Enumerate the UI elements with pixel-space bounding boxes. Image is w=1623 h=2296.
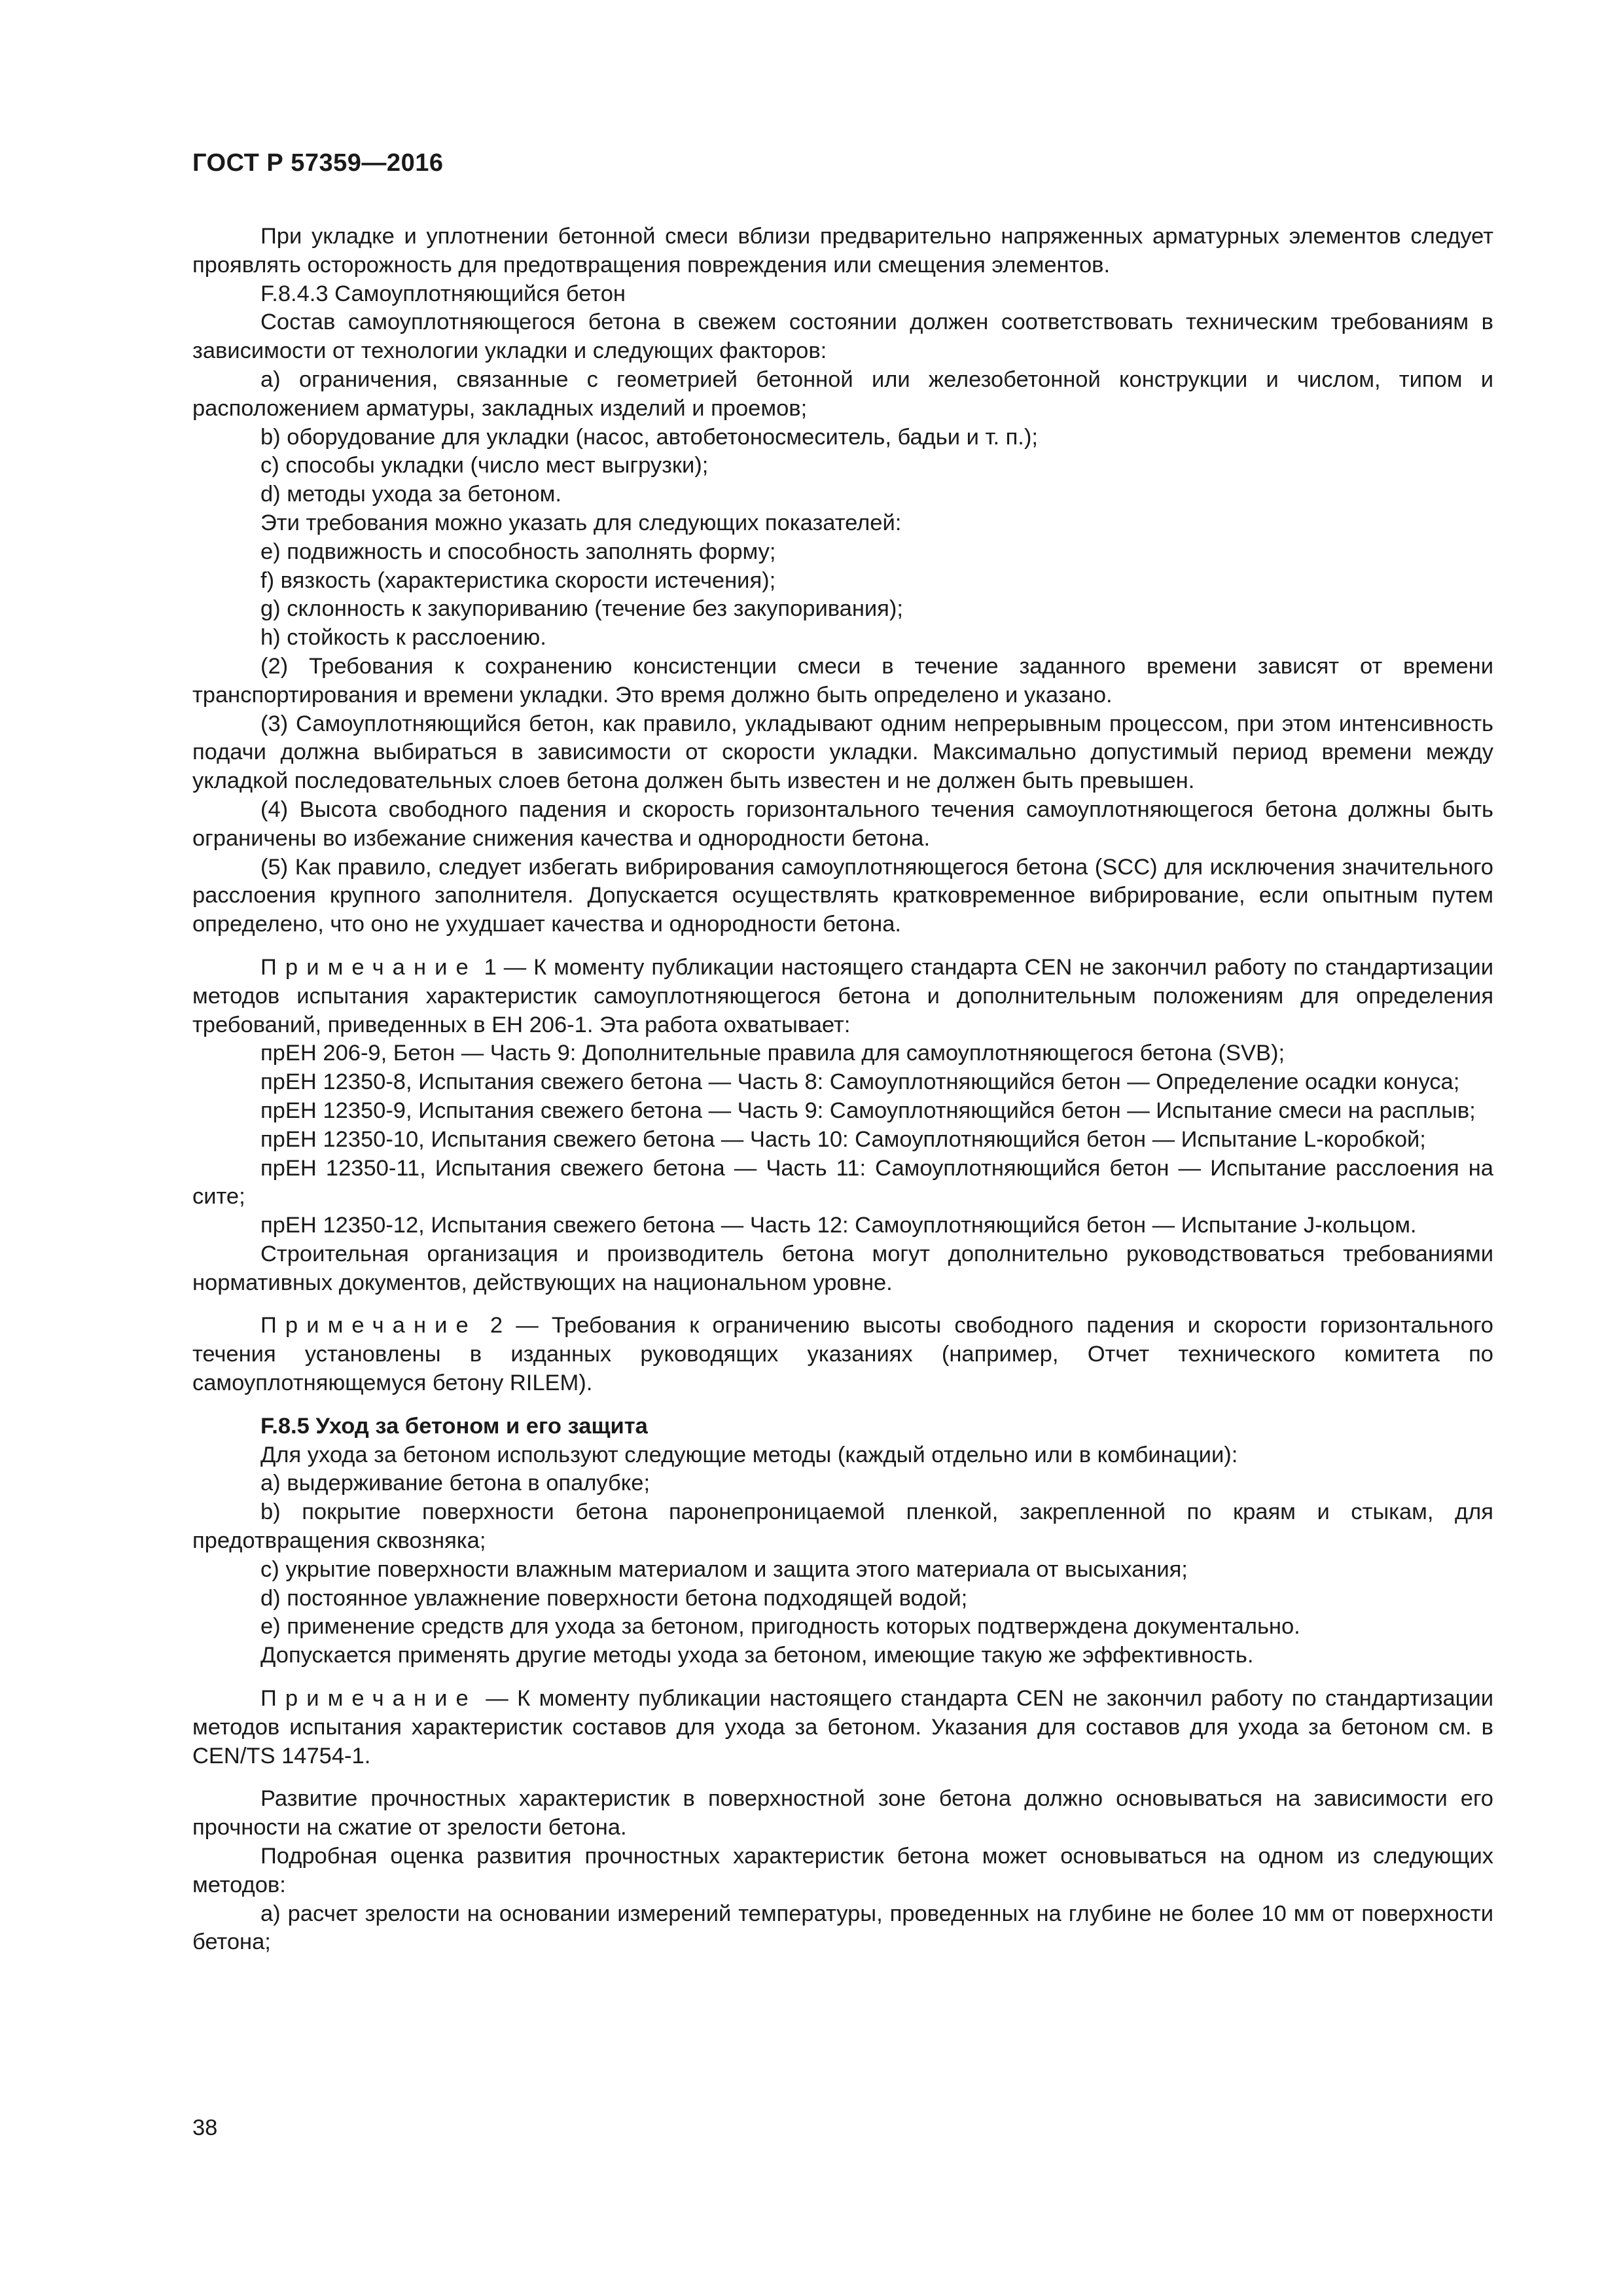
list-item: e) применение средств для ухода за бетоном, пригодность которых подтверждена документально. (260, 1614, 1300, 1640)
list-item: a) ограничения, связанные с геометрией бетонной или железобетонной конструкции и числом, типом и расположением арматуры, закладных изделий и проемов; (192, 367, 1493, 421)
note (192, 1312, 1493, 1397)
note-text: 1 — К моменту публикации настоящего стандарта CEN не закончил работу по стандартизации методов испытания характеристик самоуплотняющегося бетона и дополнительным положениям для определения требований, приведенных в ЕН 206-1. Эта работа охватывает: (192, 954, 1493, 1037)
paragraph: Эти требования можно указать для следующих показателей: (260, 510, 902, 535)
list-item: h) стойкость к расслоению. (260, 625, 546, 651)
list-item: g) склонность к закупориванию (течение без закупоривания); (260, 596, 903, 622)
list-item: d) методы ухода за бетоном. (260, 482, 562, 507)
paragraph: (4) Высота свободного падения и скорость горизонтального течения самоуплотняющегося бетона должны быть ограничены во избежание снижения качества и однородности бетона. (192, 797, 1493, 851)
section-heading: F.8.5 Уход за бетоном и его защита (260, 1413, 648, 1439)
reference-item: прЕН 12350-8, Испытания свежего бетона — Часть 8: Самоуплотняющийся бетон — Определение осадки конуса; (260, 1069, 1460, 1095)
note-text: 2 — Требования к ограничению высоты свободного падения и скорости горизонтального течения установлены в изданных руководящих указаниях (например, Отчет технического комитета по самоуплотняющемуся бетону RILEM). (192, 1313, 1493, 1396)
note-label: Примечание (260, 1313, 477, 1338)
list-item: c) укрытие поверхности влажным материалом и защита этого материала от высыхания; (260, 1556, 1188, 1582)
paragraph: При укладке и уплотнении бетонной смеси вблизи предварительно напряженных арматурных элементов следует проявлять осторожность для предотвращения повреждения или смещения элементов. (192, 224, 1493, 278)
list-item: d) постоянное увлажнение поверхности бетона подходящей водой; (260, 1585, 968, 1611)
reference-item: прЕН 12350-12, Испытания свежего бетона — Часть 12: Самоуплотняющийся бетон — Испытание J-кольцом. (260, 1213, 1417, 1238)
reference-item: прЕН 12350-10, Испытания свежего бетона — Часть 10: Самоуплотняющийся бетон — Испытание L-коробкой; (260, 1126, 1426, 1152)
list-item: b) покрытие поверхности бетона паронепроницаемой пленкой, закрепленной по краям и стыкам, для предотвращения сквозняка; (192, 1499, 1493, 1554)
document-header: ГОСТ Р 57359—2016 (192, 149, 444, 177)
note-text: — К моменту публикации настоящего стандарта CEN не закончил работу по стандартизации методов испытания характеристик составов для ухода за бетоном. Указания для составов для ухода за бетоном см. в CEN/TS 14754-1. (192, 1686, 1493, 1768)
paragraph: Подробная оценка развития прочностных характеристик бетона может основываться на одном из следующих методов: (192, 1844, 1493, 1897)
paragraph: Допускается применять другие методы ухода за бетоном, имеющие такую же эффективность. (260, 1643, 1254, 1668)
list-item: a) расчет зрелости на основании измерений температуры, проведенных на глубине не более 10 мм от поверхности бетона; (192, 1901, 1493, 1955)
note-label: Примечание (260, 1686, 477, 1712)
paragraph: (5) Как правило, следует избегать вибрирования самоуплотняющегося бетона (SCC) для исключения значительного расслоения крупного заполнителя. Допускается осуществлять кратковременное вибрирование, если опытным путем определено, что оно не ухудшает качества и однородности бетона. (192, 854, 1493, 937)
note (192, 954, 1493, 1039)
paragraph: Для ухода за бетоном используют следующие методы (каждый отдельно или в комбинации): (260, 1442, 1238, 1467)
list-item: c) способы укладки (число мест выгрузки); (260, 453, 709, 478)
list-item: e) подвижность и способность заполнять форму; (260, 539, 776, 564)
list-item: a) выдерживание бетона в опалубке; (260, 1471, 651, 1496)
reference-item: прЕН 12350-9, Испытания свежего бетона — Часть 9: Самоуплотняющийся бетон — Испытание смеси на расплыв; (260, 1098, 1476, 1123)
paragraph: Состав самоуплотняющегося бетона в свежем состоянии должен соответствовать техническим требованиям в зависимости от технологии укладки и следующих факторов: (192, 310, 1493, 364)
reference-item: прЕН 12350-11, Испытания свежего бетона — Часть 11: Самоуплотняющийся бетон — Испытание расслоения на сите; (192, 1155, 1493, 1210)
note (192, 1685, 1493, 1770)
paragraph: Строительная организация и производитель бетона могут дополнительно руководствоваться требованиями нормативных документов, действующих на национальном уровне. (192, 1241, 1493, 1295)
clause-heading: F.8.4.3 Самоуплотняющийся бетон (260, 281, 626, 306)
paragraph: Развитие прочностных характеристик в поверхностной зоне бетона должно основываться на зависимости его прочности на сжатие от зрелости бетона. (192, 1786, 1493, 1840)
list-item: b) оборудование для укладки (насос, автобетоносмеситель, бадьи и т. п.); (260, 424, 1038, 450)
reference-item: прЕН 206-9, Бетон — Часть 9: Дополнительные правила для самоуплотняющегося бетона (SVB); (260, 1041, 1285, 1066)
paragraph: (2) Требования к сохранению консистенции смеси в течение заданного времени зависят от времени транспортирования и времени укладки. Это время должно быть определено и указано. (192, 653, 1493, 708)
list-item: f) вязкость (характеристика скорости истечения); (260, 567, 776, 593)
note-label: Примечание (260, 954, 477, 980)
document-body (192, 223, 1493, 1957)
page-number: 38 (192, 2115, 218, 2140)
paragraph: (3) Самоуплотняющийся бетон, как правило, укладывают одним непрерывным процессом, при этом интенсивность подачи должна выбираться в зависимости от скорости укладки. Максимально допустимый период времени между укладкой последовательных слоев бетона должен быть известен и не должен быть превышен. (192, 711, 1493, 794)
